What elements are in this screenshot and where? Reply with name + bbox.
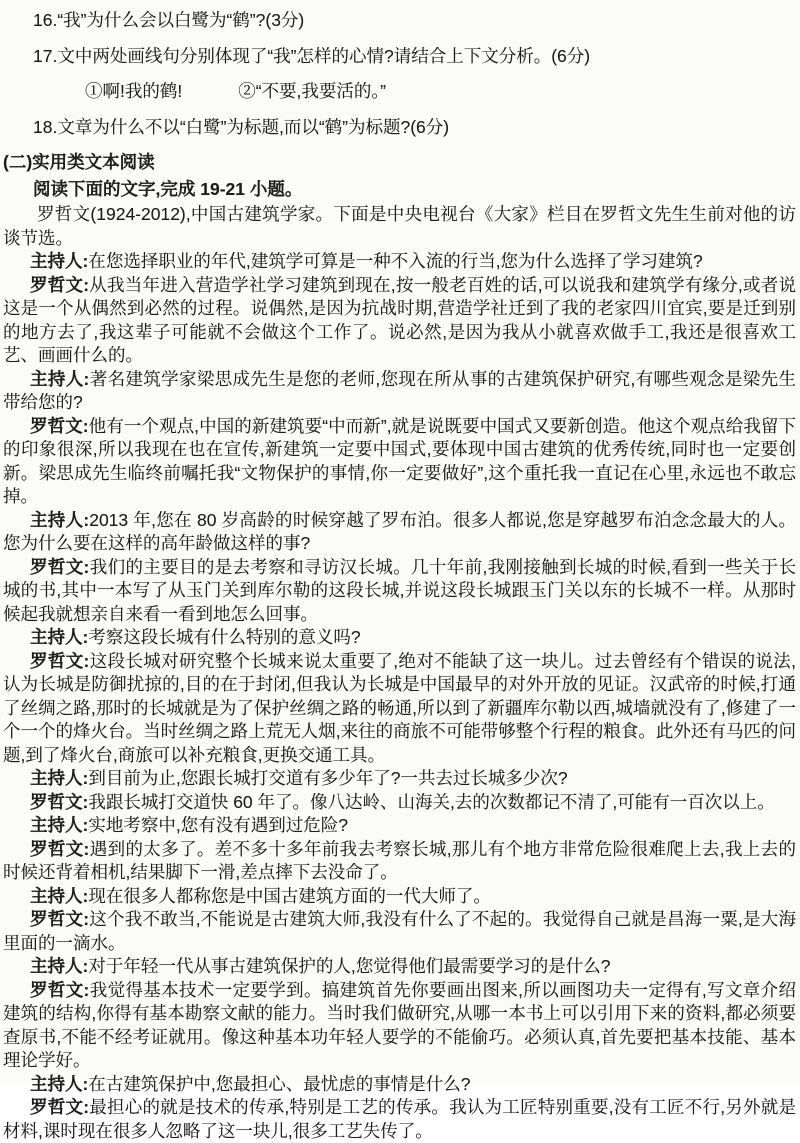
dialogue-paragraph	[3, 814, 796, 838]
dialogue-text: 著名建筑学家梁思成先生是您的老师,您现在所从事的古建筑保护研究,有哪些观念是梁先生带给您的?	[3, 368, 796, 412]
section-heading: (二)实用类文本阅读	[3, 152, 155, 172]
dialogue-text: 在您选择职业的年代,建筑学可算是一种不入流的行当,您为什么选择了学习建筑?	[88, 251, 703, 271]
dialogue-text: 对于年轻一代从事古建筑保护的人,您觉得他们最需要学习的是什么?	[88, 956, 611, 976]
underlined-sentence-2: ②“不要,我要活的。”	[238, 81, 387, 101]
dialogue-text: 这段长城对研究整个长城来说太重要了,绝对不能缺了这一块儿。过去曾经有个错误的说法,认为长城是防御扰掠的,目的在于封闭,但我认为长城是中国最早的对外开放的见证。汉武帝的时候,打通了丝绸之路,那时的长城就是为了保护丝绸之路的畅通,所以到了新疆库尔勒以西,城墙就没有了,修建了一个一个的烽火台。当时丝绸之路上荒无人烟,来往的商旅不可能带够整个行程的粮食。此外还有马匹的问题,到了烽火台,商旅可以补充粮食,更换交通工具。	[3, 650, 796, 765]
dialogue-text: 2013 年,您在 80 岁高龄的时候穿越了罗布泊。很多人都说,您是穿越罗布泊念念最大的人。您为什么要在这样的高年龄做这样的事?	[3, 509, 796, 553]
underlined-sentence-1: ①啊!我的鹤!	[85, 81, 183, 101]
dialogue-paragraph	[3, 838, 796, 885]
speaker-label: 主持人:	[30, 627, 89, 647]
question-17-sub-sentences	[3, 80, 796, 104]
dialogue-paragraph	[3, 979, 796, 1073]
dialogue-paragraph	[3, 885, 796, 909]
dialogue-text: 遇到的太多了。差不多十多年前我去考察长城,那儿有个地方非常危险很难爬上去,我上去的时候还背着相机,结果脚下一滑,差点摔下去没命了。	[3, 838, 796, 882]
dialogue-paragraph	[3, 767, 796, 791]
reading-instruction: 阅读下面的文字,完成 19-21 小题。	[33, 178, 303, 199]
speaker-label: 罗哲文:	[30, 556, 90, 577]
dialogue-paragraph	[3, 556, 796, 627]
speaker-label: 罗哲文:	[30, 650, 90, 671]
dialogue-paragraph	[3, 791, 796, 815]
dialogue-paragraph	[3, 650, 796, 768]
question-16: 16.“我”为什么会以白鹭为“鹤”?(3分)	[33, 10, 305, 30]
dialogue-text: 现在很多人都称您是中国古建筑方面的一代大师了。	[88, 885, 491, 906]
dialogue-text: 他有一个观点,中国的新建筑要“中而新”,就是说既要中国式又要新创造。他这个观点给我留下的印象很深,所以我现在也在宣传,新建筑一定要中国式,要体现中国古建筑的优秀传统,同时也一定要创新。梁思成先生临终前嘱托我“文物保护的事情,你一定要做好”,这个重托我一直记在心里,永远也不敢忘掉。	[3, 415, 796, 506]
question-17: 17.文中两处画线句分别体现了“我”怎样的心情?请结合上下文分析。(6分)	[33, 45, 591, 66]
dialogue-text: 我们的主要目的是去考察和寻访汉长城。几十年前,我刚接触到长城的时候,看到一些关于长城的书,其中一本写了从玉门关到库尔勒的这段长城,并说这段长城跟玉门关以东的长城不一样。从那时候起我就想亲自来看一看到地怎么回事。	[3, 556, 796, 624]
dialogue-paragraph	[3, 1073, 796, 1097]
dialogue-paragraph	[3, 509, 796, 556]
dialogue-paragraph	[3, 250, 796, 274]
passage-intro: 罗哲文(1924-2012),中国古建筑学家。下面是中央电视台《大家》栏目在罗哲文先生生前对他的访谈节选。	[3, 204, 796, 248]
speaker-label: 主持人:	[30, 815, 89, 835]
dialogue-paragraph	[3, 626, 796, 650]
dialogue-paragraph	[3, 274, 796, 368]
dialogue-text: 我跟长城打交道快 60 年了。像八达岭、山海关,去的次数都记不清了,可能有一百次以上。	[88, 791, 775, 812]
dialogue-paragraph	[3, 1096, 796, 1143]
interview-dialogue	[3, 250, 796, 1143]
question-18: 18.文章为什么不以“白鹭”为标题,而以“鹤”为标题?(6分)	[33, 116, 450, 137]
speaker-label: 罗哲文:	[30, 838, 90, 859]
speaker-label: 主持人:	[30, 768, 89, 788]
speaker-label: 主持人:	[30, 956, 89, 976]
speaker-label: 罗哲文:	[30, 909, 90, 929]
dialogue-paragraph	[3, 368, 796, 415]
dialogue-text: 到目前为止,您跟长城打交道有多少年了?一共去过长城多少次?	[88, 768, 568, 788]
speaker-label: 主持人:	[30, 885, 89, 906]
dialogue-text: 这个我不敢当,不能说是古建筑大师,我没有什么了不起的。我觉得自己就是昌海一粟,是大海里面的一滴水。	[3, 909, 797, 953]
dialogue-paragraph	[3, 908, 796, 955]
speaker-label: 罗哲文:	[30, 415, 89, 436]
speaker-label: 罗哲文:	[30, 274, 90, 295]
dialogue-text: 从我当年进入营造学社学习建筑到现在,按一般老百姓的话,可以说我和建筑学有缘分,或者说这是一个从偶然到必然的过程。说偶然,是因为抗战时期,营造学社迁到了我的老家四川宜宾,要是迁到别的地方去了,我这辈子可能就不会做这个工作了。说必然,是因为我从小就喜欢做手工,我还是很喜欢工艺、画画什么的。	[3, 274, 797, 365]
questions-block	[3, 9, 796, 139]
dialogue-text: 考察这段长城有什么特别的意义吗?	[88, 627, 361, 647]
speaker-label: 罗哲文:	[30, 979, 90, 1000]
dialogue-paragraph	[3, 955, 796, 979]
speaker-label: 罗哲文:	[30, 791, 89, 812]
dialogue-text: 最担心的就是技术的传承,特别是工艺的传承。我认为工匠特别重要,没有工匠不行,另外就是材料,课时现在很多人忽略了这一块儿,很多工艺失传了。	[3, 1097, 797, 1141]
dialogue-text: 在古建筑保护中,您最担心、最忧虑的事情是什么?	[88, 1073, 471, 1094]
speaker-label: 主持人:	[30, 1073, 89, 1094]
speaker-label: 主持人:	[30, 251, 89, 271]
speaker-label: 主持人:	[30, 509, 90, 530]
dialogue-paragraph	[3, 415, 796, 509]
dialogue-text: 我觉得基本技术一定要学到。搞建筑首先你要画出图来,所以画图功夫一定得有,写文章介绍建筑的结构,你得有基本勘察文献的能力。当时我们做研究,从哪一本书上可以引用下来的资料,都必须要查原书,不能不经考证就用。像这种基本功年轻人要学的不能偷巧。必须认真,首先要把基本技能、基本理论学好。	[3, 979, 796, 1070]
speaker-label: 主持人:	[30, 368, 90, 389]
speaker-label: 罗哲文:	[30, 1097, 90, 1117]
dialogue-text: 实地考察中,您有没有遇到过危险?	[88, 815, 348, 835]
